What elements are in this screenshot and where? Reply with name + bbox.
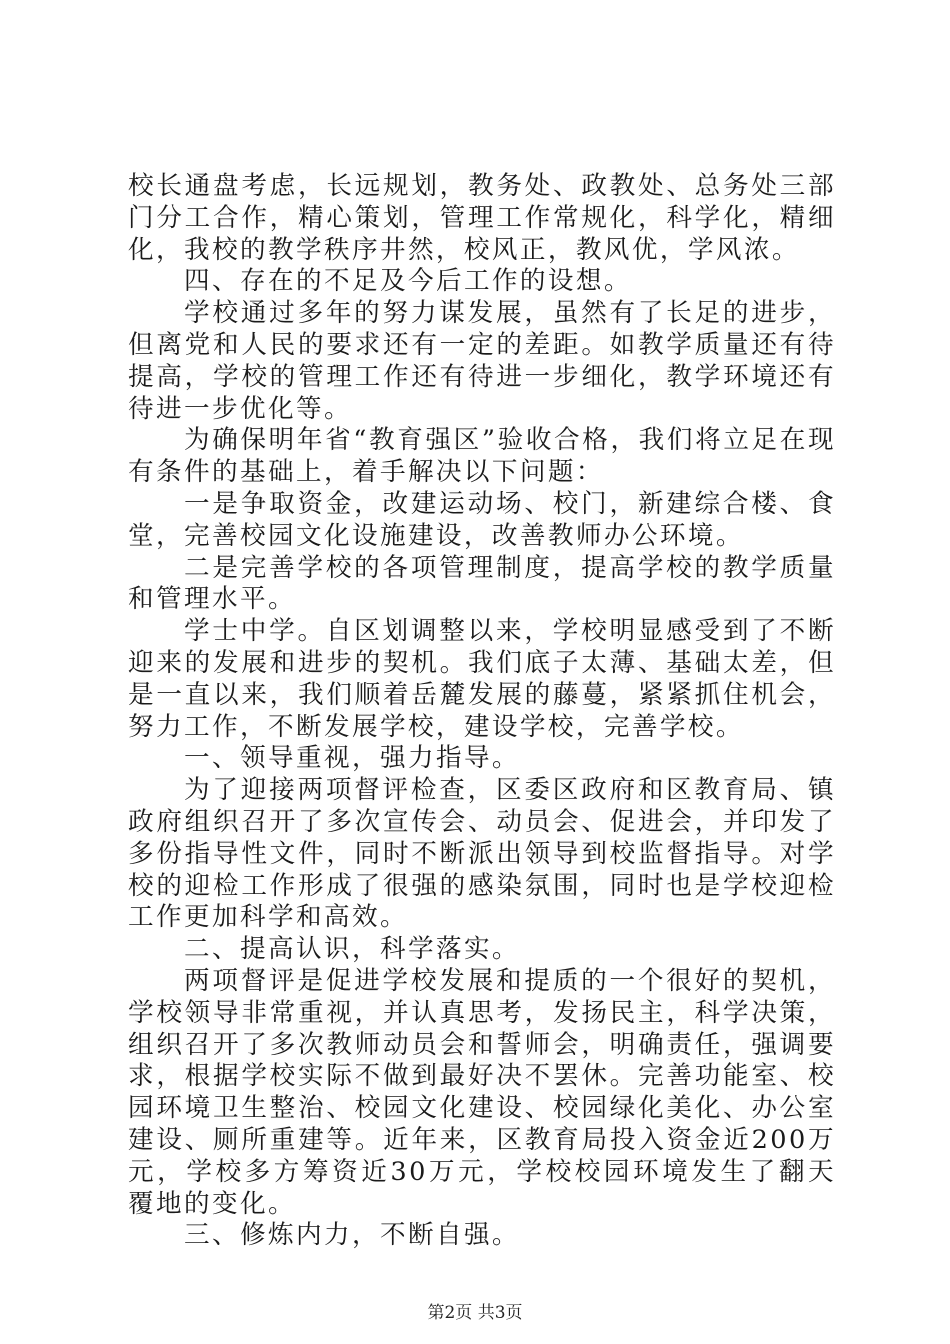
section-heading-4: 四、存在的不足及今后工作的设想。 — [184, 266, 632, 297]
section-heading-2: 二、提高认识，科学落实。 — [184, 934, 520, 965]
document-body — [128, 171, 836, 1252]
page-number-footer: 第2页 共3页 — [427, 1303, 523, 1323]
paragraph: 学校通过多年的努力谋发展，虽然有了长足的进步，但离党和人民的要求还有一定的差距。如教学质量还有待提高，学校的管理工作还有待进一步细化，教学环境还有待进一步优化等。 — [128, 298, 836, 424]
paragraph: 为了迎接两项督评检查，区委区政府和区教育局、镇政府组织召开了多次宣传会、动员会、促进会，并印发了多份指导性文件，同时不断派出领导到校监督指导。对学校的迎检工作形成了很强的感染氛围，同时也是学校迎检工作更加科学和高效。 — [128, 775, 836, 933]
paragraph: 两项督评是促进学校发展和提质的一个很好的契机，学校领导非常重视，并认真思考，发扬民主，科学决策，组织召开了多次教师动员会和誓师会，明确责任，强调要求，根据学校实际不做到最好决不罢休。完善功能室、校园环境卫生整治、校园文化建设、校园绿化美化、办公室建设、厕所重建等。近年来，区教育局投入资金近200万元，学校多方筹资近30万元，学校校园环境发生了翻天覆地的变化。 — [128, 965, 836, 1219]
section-heading-3: 三、修炼内力，不断自强。 — [184, 1220, 520, 1251]
paragraph-continued: 校长通盘考虑，长远规划，教务处、政教处、总务处三部门分工合作，精心策划，管理工作常规化，科学化，精细化，我校的教学秩序井然，校风正，教风优，学风浓。 — [128, 171, 836, 265]
paragraph: 二是完善学校的各项管理制度，提高学校的教学质量和管理水平。 — [128, 552, 836, 615]
paragraph: 为确保明年省“教育强区”验收合格，我们将立足在现有条件的基础上，着手解决以下问题： — [128, 425, 836, 488]
paragraph: 一是争取资金，改建运动场、校门，新建综合楼、食堂，完善校园文化设施建设，改善教师办公环境。 — [128, 488, 836, 551]
paragraph: 学士中学。自区划调整以来，学校明显感受到了不断迎来的发展和进步的契机。我们底子太薄、基础太差，但是一直以来，我们顺着岳麓发展的藤蔓，紧紧抓住机会，努力工作，不断发展学校，建设学校，完善学校。 — [128, 616, 836, 742]
section-heading-1: 一、领导重视，强力指导。 — [184, 743, 520, 774]
